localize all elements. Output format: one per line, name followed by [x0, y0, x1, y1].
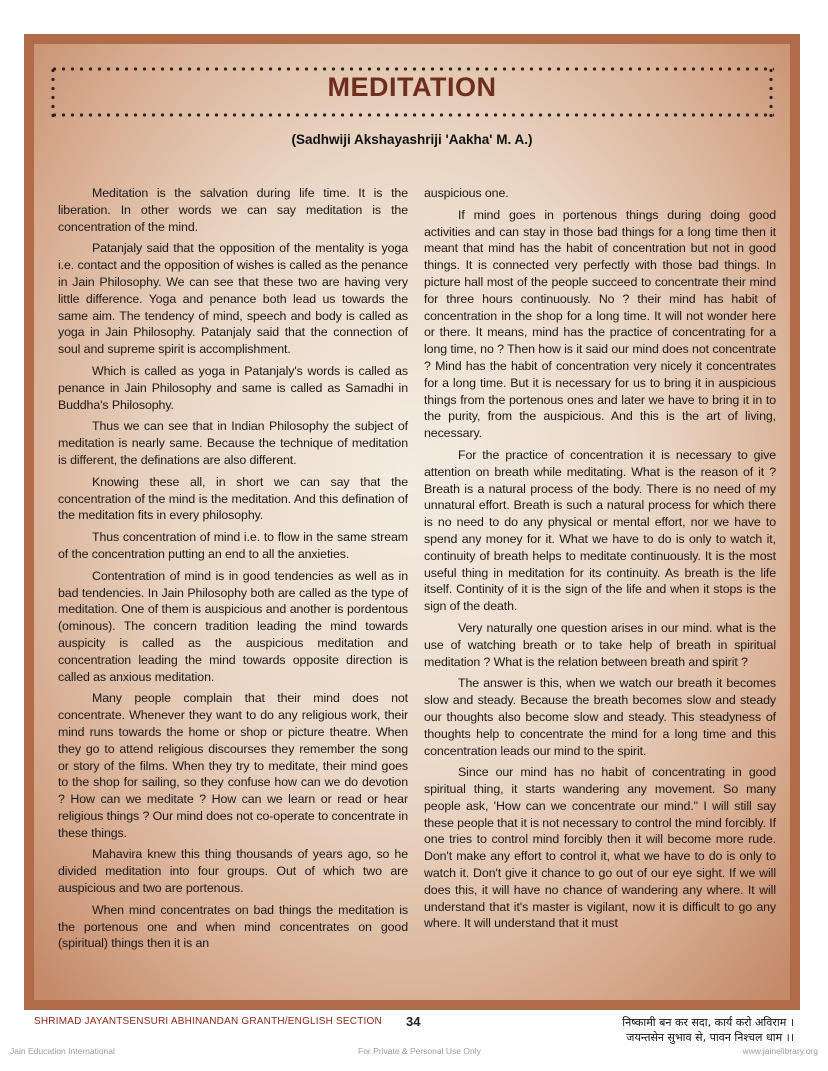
paragraph: Knowing these all, in short we can say that the concentration of the mind is the meditation. And this defination of the meditation fits in every philosophy. [58, 474, 408, 523]
paragraph: Very naturally one question arises in our mind. what is the use of watching breath or to take help of breath in spiritual meditation ? What is the relation between breath and spirit ? [424, 620, 776, 669]
watermark-left: Jain Education International [10, 1046, 115, 1056]
paragraph: auspicious one. [424, 186, 509, 200]
left-column [58, 185, 408, 957]
hindi-couplet-line-1: निष्कामी बन कर सदा, कार्य करो अविराम । [622, 1016, 794, 1029]
paragraph: Many people complain that their mind does not concentrate. Whenever they want to do any religious work, their mind runs towards the home or shop or picture theatre. When they go to attend religious discourses they remember the song or story of the films. When they try to meditate, their mind goes to the shop for sailing, so they confuse how can we do devotion ? How can we meditate ? How can we learn or read or hear religious things ? Our mind does not co-operate to concentrate in these things. [58, 691, 408, 840]
paragraph: Contentration of mind is in good tendencies as well as in bad tendencies. In Jain Philosophy both are called as the type of meditation. One of them is auspicious and another is pordentous (ominous). The concern tradition leading the mind towards auspicity is called as the auspicious meditation and concentration leading the mind towards opposite direction is called as anxious meditation. [58, 568, 408, 684]
paragraph: Thus we can see that in Indian Philosophy the subject of meditation is nearly same. Because the technique of meditation is different, the definations are also different. [58, 419, 408, 467]
content-panel [34, 44, 790, 1000]
page-frame [24, 34, 800, 1010]
title-banner [50, 58, 774, 126]
hindi-couplet [622, 1015, 794, 1045]
paragraph: For the practice of concentration it is necessary to give attention on breath while meditating. What is the reason of it ? Breath is a natural process of the body. There is no need of my unnatural effort. Breath is such a natural process for which there is no need to do any physical or mental effort, nor we have to spend any money for it. What we have to do is only to watch it, continuity of breath helps to meditate continuously. It is the most useful thing in meditation for its continuity. As breath is the life itself. Continity of it is the sign of the life and when it stops is the sign of the death. [424, 447, 776, 614]
paragraph: The answer is this, when we watch our breath it becomes slow and steady. Because the breath becomes slow and steady our thoughts also become slow and steady. This steadyness of thoughts help to concentrate the mind for a long time and this concentration leads our mind to the spirit. [424, 676, 776, 758]
paragraph: If mind goes in portenous things during doing good activities and can stay in those bad things for a long time then it meant that mind has the habit of concentration but not in good things. It is connected very perfectly with those bad things. In picture hall most of the people succeed to concentrate their mind for three hours continuously. No ? their mind has habit of concentration in the shop for a long time. It will not wonder here or there. It means, mind has the practice of concentrating for a long time, no ? Then how is it said our mind does not concentrate ? Mind has the habit of concentration very nicely it concentrates for a long time. But it is necessary for us to bring it in auspicious things from the portenous ones and later we have to bring it in to the purity, from the auspicious. And this is the art of living, necessary. [424, 207, 776, 441]
page-title: MEDITATION [327, 72, 497, 102]
dotted-border-bottom [50, 112, 774, 118]
hindi-couplet-line-2: जयन्तसेन सुभाव से, पावन निश्चल धाम ।। [626, 1031, 794, 1044]
paragraph: Patanjaly said that the opposition of the mentality is yoga i.e. contact and the opposition of wishes is called as the penance in Jain Philosophy. We can see that these two are having very little difference. Yoga and penance both lead us towards the same aim. The tendency of mind, speech and body is called as yoga in Jain Philosophy. Patanjaly said that the connection of soul and supreme spirit is accomplishment. [58, 241, 408, 357]
paragraph: Mahavira knew this thing thousands of years ago, so he divided meditation into four groups. Out of which two are auspicious and two are portenous. [58, 847, 408, 896]
paragraph: Thus concentration of mind i.e. to flow in the same stream of the concentration putting an end to all the anxieties. [58, 530, 408, 561]
paragraph: Since our mind has no habit of concentrating in good spiritual thing, it starts wandering any movement. So many people ask, 'How can we concentrate our mind." I will still say these people that it is not necessary to control the mind forcibly. If one tries to control mind forcibly then it will become more rude. Don't make any effort to control it, what we have to do is only to watch it. Don't give it chance to go out of our eye sight. If we will does this, it will have no chance of wandering any where. It will understand that it's master is vigilant, now it is difficult to go any where. It will understand that it must [424, 765, 776, 931]
watermark-right: www.jainelibrary.org [742, 1046, 818, 1056]
paragraph: Which is called as yoga in Patanjaly's words is called as penance in Jain Philosophy and same is called as Samadhi in Buddha's Philosophy. [58, 363, 408, 412]
author-line: (Sadhwiji Akshayashriji 'Aakha' M. A.) [291, 132, 533, 147]
paragraph: Meditation is the salvation during life time. It is the liberation. In other words we can say meditation is the concentration of the mind. [58, 186, 408, 234]
publication-footer: SHRIMAD JAYANTSENSURI ABHINANDAN GRANTH/ENGLISH SECTION [34, 1016, 382, 1027]
page-number: 34 [406, 1014, 421, 1029]
right-column [424, 185, 776, 937]
paragraph: When mind concentrates on bad things the meditation is the portenous one and when mind concentrates on good (spiritual) things then it is an [58, 902, 408, 951]
watermark-center: For Private & Personal Use Only [358, 1046, 481, 1056]
